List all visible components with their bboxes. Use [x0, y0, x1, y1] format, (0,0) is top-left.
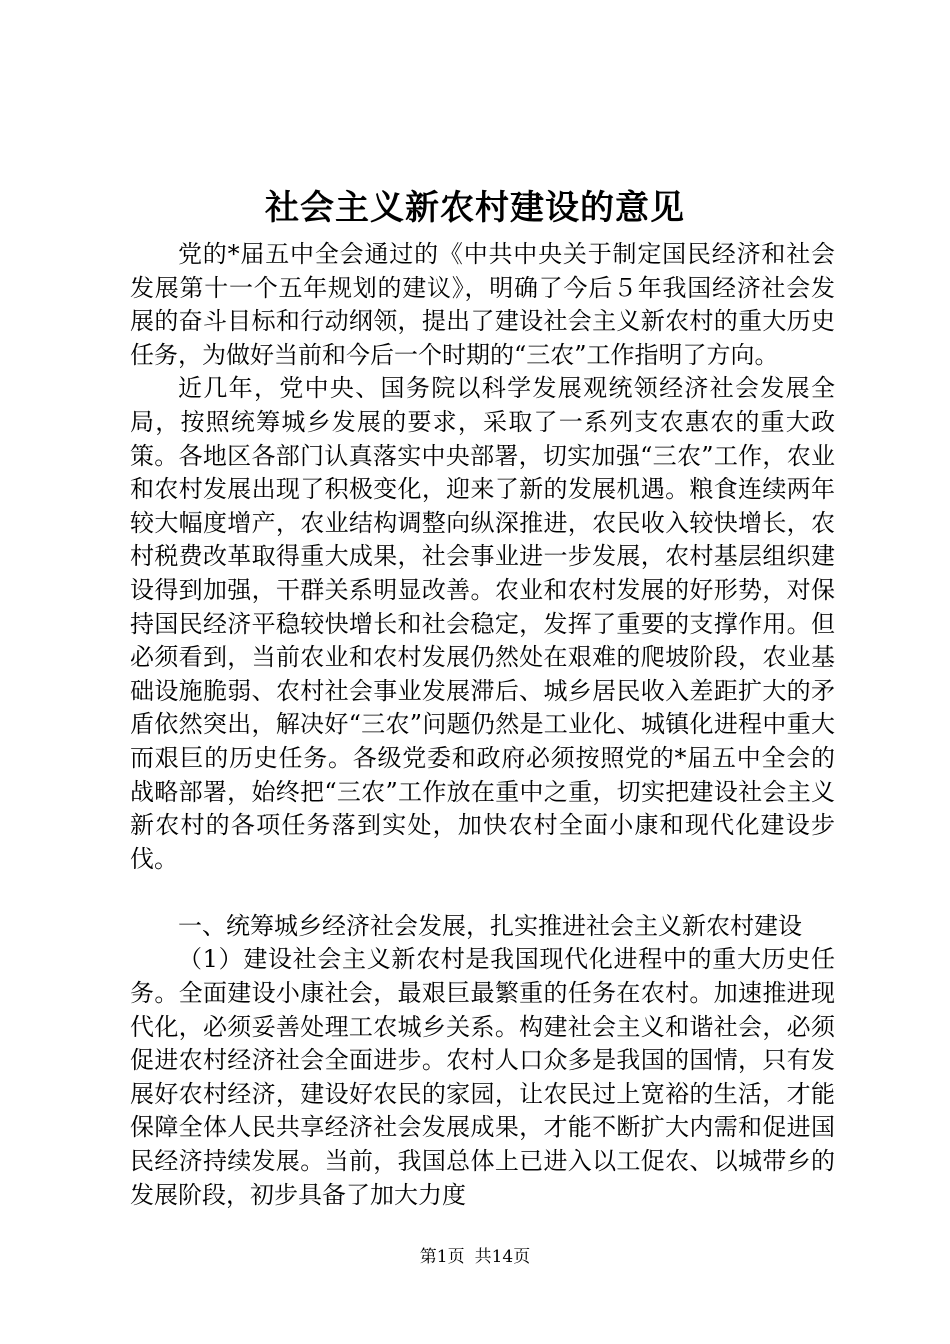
page-footer: [0, 1245, 950, 1269]
paragraph-context: 近几年，党中央、国务院以科学发展观统领经济社会发展全局，按照统筹城乡发展的要求，采取了一系列支农惠农的重大政策。各地区各部门认真落实中央部署，切实加强“三农”工作，农业和农村发展出现了积极变化，迎来了新的发展机遇。粮食连续两年较大幅度增产，农业结构调整向纵深推进，农民收入较快增长，农村税费改革取得重大成果，社会事业进一步发展，农村基层组织建设得到加强，干群关系明显改善。农业和农村发展的好形势，对保持国民经济平稳较快增长和社会稳定，发挥了重要的支撑作用。但必须看到，当前农业和农村发展仍然处在艰难的爬坡阶段，农业基础设施脆弱、农村社会事业发展滞后、城乡居民收入差距扩大的矛盾依然突出，解决好“三农”问题仍然是工业化、城镇化进程中重大而艰巨的历史任务。各级党委和政府必须按照党的*届五中全会的战略部署，始终把“三农”工作放在重中之重，切实把建设社会主义新农村的各项任务落到实处，加快农村全面小康和现代化建设步伐。: [130, 374, 835, 873]
document-body: [130, 238, 835, 1212]
document-title: 社会主义新农村建设的意见: [265, 188, 685, 228]
page-total: 共14页: [474, 1247, 531, 1267]
page-number: 第1页: [419, 1247, 465, 1267]
section-paragraph: （1）建设社会主义新农村是我国现代化进程中的重大历史任务。全面建设小康社会，最艰巨最繁重的任务在农村。加速推进现代化，必须妥善处理工农城乡关系。构建社会主义和谐社会，必须促进农村经济社会全面进步。农村人口众多是我国的国情，只有发展好农村经济，建设好农民的家园，让农民过上宽裕的生活，才能保障全体人民共享经济社会发展成果，才能不断扩大内需和促进国民经济持续发展。当前，我国总体上已进入以工促农、以城带乡的发展阶段，初步具备了加大力度: [130, 945, 835, 1209]
section-heading: 一、统筹城乡经济社会发展，扎实推进社会主义新农村建设: [178, 911, 802, 940]
paragraph-intro: 党的*届五中全会通过的《中共中央关于制定国民经济和社会发展第十一个五年规划的建议》，明确了今后５年我国经济社会发展的奋斗目标和行动纲领，提出了建设社会主义新农村的重大历史任务，为做好当前和今后一个时期的“三农”工作指明了方向。: [130, 240, 835, 369]
